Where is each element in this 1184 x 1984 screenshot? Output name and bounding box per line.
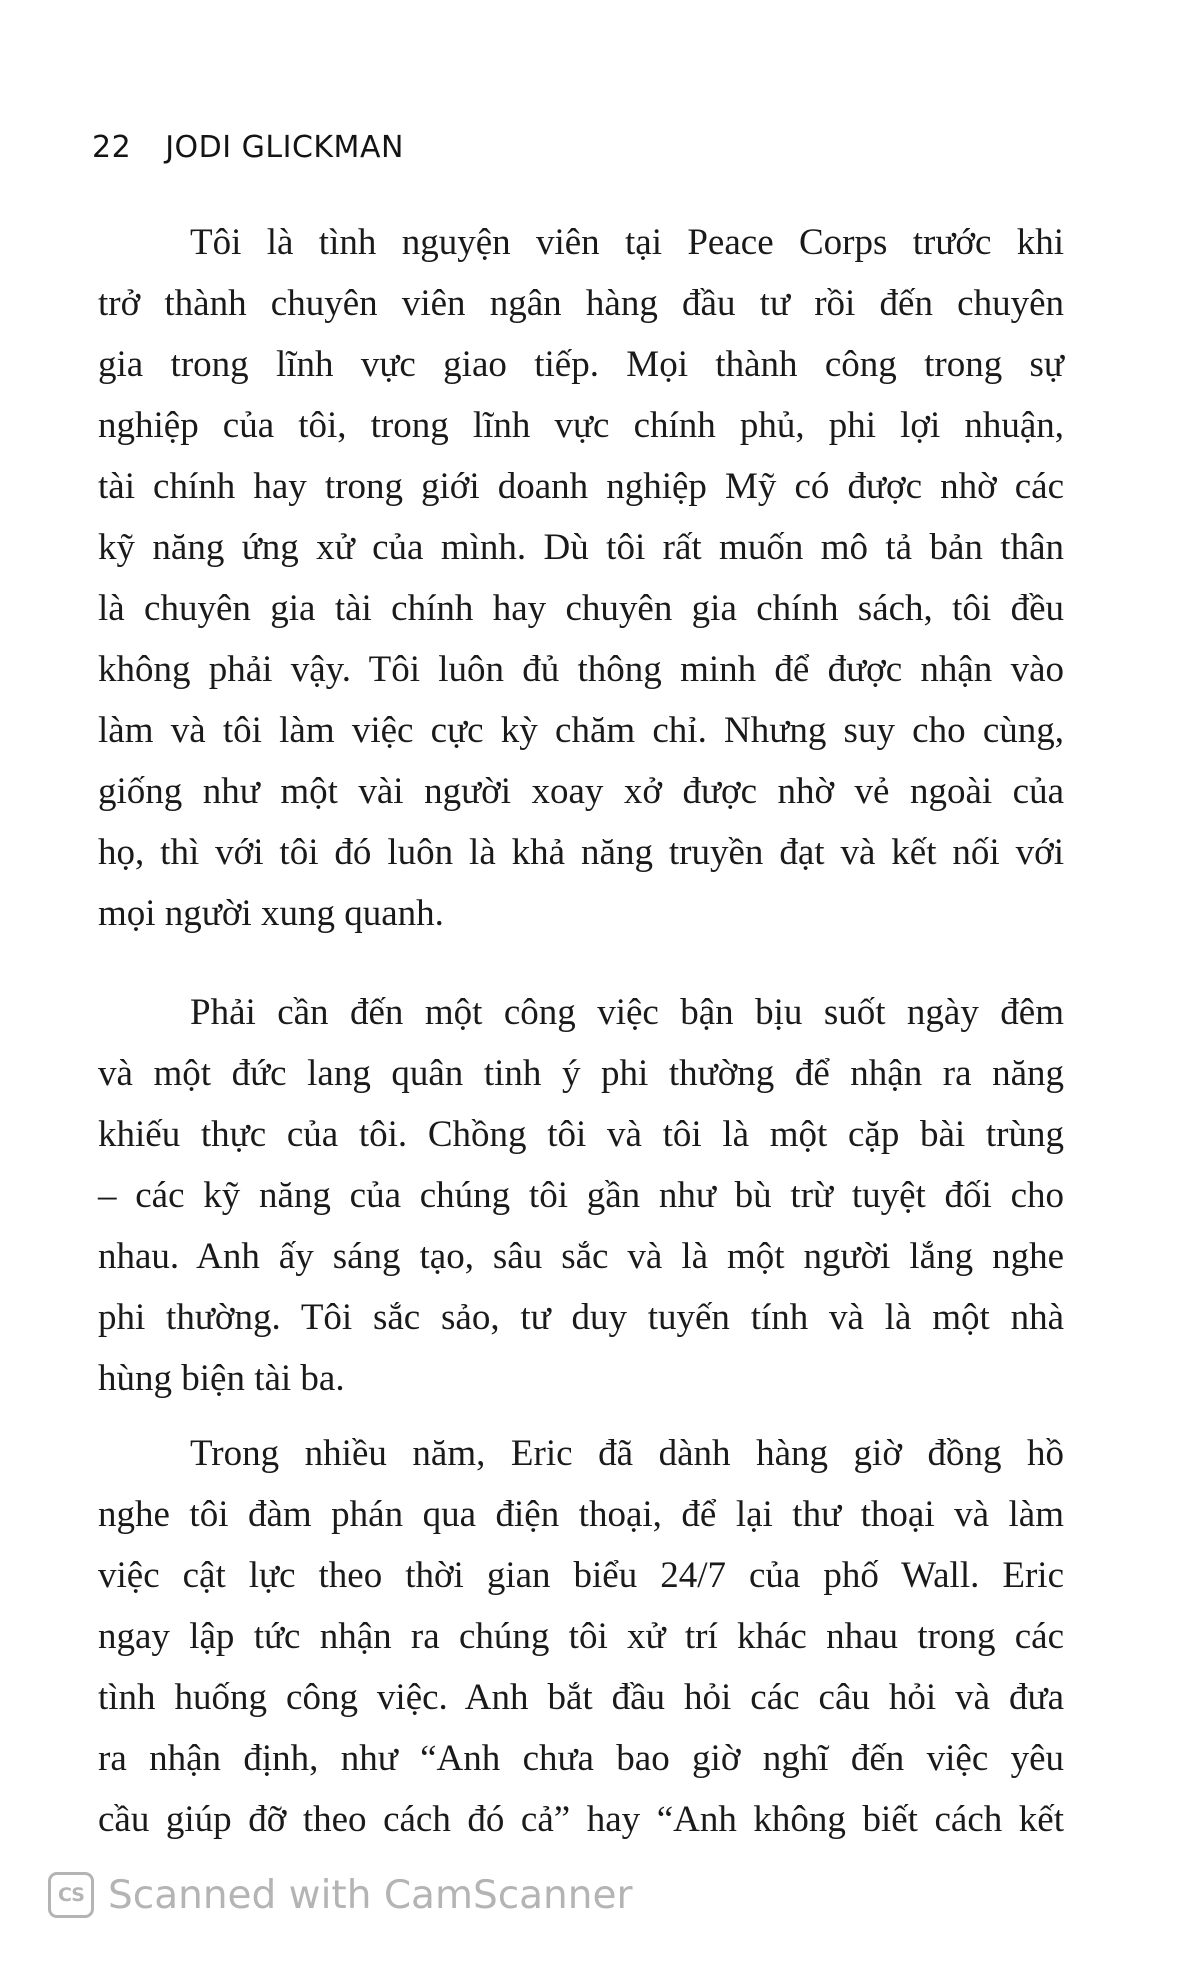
text-line: việc cật lực theo thời gian biểu 24/7 của phố Wall. Eric (98, 1555, 1064, 1596)
paragraph-2 (98, 982, 1064, 1409)
camscanner-watermark (48, 1866, 633, 1924)
text-line: kỹ năng ứng xử của mình. Dù tôi rất muốn mô tả bản thân (98, 527, 1064, 568)
text-line: Phải cần đến một công việc bận bịu suốt ngày đêm (190, 992, 1064, 1033)
text-line: – các kỹ năng của chúng tôi gần như bù trừ tuyệt đối cho (98, 1175, 1064, 1216)
paragraph-1 (98, 212, 1064, 944)
text-line: ra nhận định, như “Anh chưa bao giờ nghĩ đến việc yêu (98, 1738, 1064, 1779)
text-line: làm và tôi làm việc cực kỳ chăm chỉ. Nhưng suy cho cùng, (98, 710, 1064, 751)
text-line: trở thành chuyên viên ngân hàng đầu tư rồi đến chuyên (98, 283, 1064, 324)
author-name: JODI GLICKMAN (165, 130, 404, 165)
text-line: phi thường. Tôi sắc sảo, tư duy tuyến tính và là một nhà (98, 1297, 1064, 1338)
text-line: giống như một vài người xoay xở được nhờ vẻ ngoài của (98, 771, 1064, 812)
text-line: cầu giúp đỡ theo cách đó cả” hay “Anh không biết cách kết (98, 1799, 1064, 1840)
text-line: là chuyên gia tài chính hay chuyên gia chính sách, tôi đều (98, 588, 1064, 629)
text-line: họ, thì với tôi đó luôn là khả năng truyền đạt và kết nối với (98, 832, 1064, 873)
running-header (92, 130, 404, 165)
text-line: nghiệp của tôi, trong lĩnh vực chính phủ, phi lợi nhuận, (98, 405, 1064, 446)
text-line: khiếu thực của tôi. Chồng tôi và tôi là một cặp bài trùng (98, 1114, 1064, 1155)
text-line: nghe tôi đàm phán qua điện thoại, để lại thư thoại và làm (98, 1494, 1064, 1535)
paragraph-3 (98, 1423, 1064, 1850)
text-line: mọi người xung quanh. (98, 893, 444, 934)
text-line: Trong nhiều năm, Eric đã dành hàng giờ đồng hồ (190, 1433, 1064, 1474)
text-line: hùng biện tài ba. (98, 1358, 345, 1399)
text-line: tài chính hay trong giới doanh nghiệp Mỹ có được nhờ các (98, 466, 1064, 507)
watermark-text: Scanned with CamScanner (108, 1872, 633, 1918)
page-number: 22 (92, 130, 132, 165)
text-line: ngay lập tức nhận ra chúng tôi xử trí khác nhau trong các (98, 1616, 1064, 1657)
text-line: Tôi là tình nguyện viên tại Peace Corps trước khi (190, 222, 1064, 263)
camscanner-logo-icon: CS (48, 1872, 94, 1918)
text-line: gia trong lĩnh vực giao tiếp. Mọi thành công trong sự (98, 344, 1064, 385)
text-line: và một đức lang quân tinh ý phi thường để nhận ra năng (98, 1053, 1064, 1094)
text-line: tình huống công việc. Anh bắt đầu hỏi các câu hỏi và đưa (98, 1677, 1064, 1718)
text-line: nhau. Anh ấy sáng tạo, sâu sắc và là một người lắng nghe (98, 1236, 1064, 1277)
text-line: không phải vậy. Tôi luôn đủ thông minh để được nhận vào (98, 649, 1064, 690)
